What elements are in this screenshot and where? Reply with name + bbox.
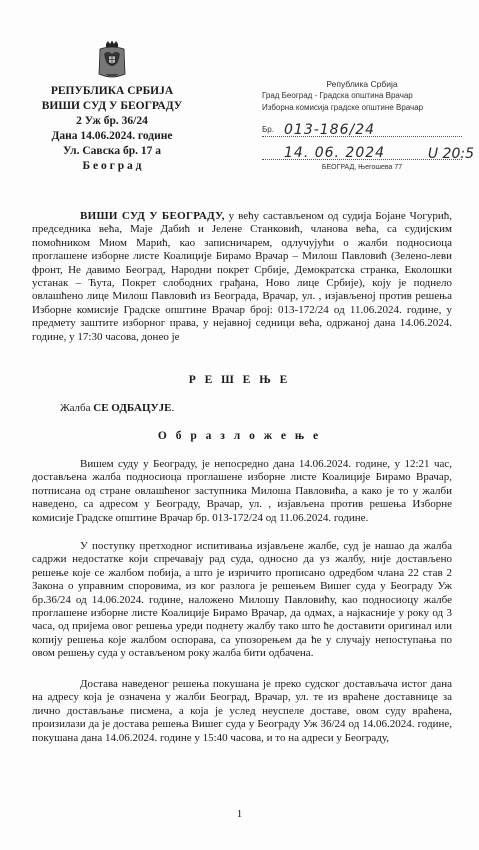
reasoning-paragraph-1: Вишем суду у Београду, је непосредно дана 14.06.2024. године, у 12:21 час, достављена жалба подносиоца проглашене изборне листе Коалиције Бирамо Врачар, потписана од стране овлашћеног заступника Милоша Павловића, а како је то у жалби наведено, са адресом у Београду, Врачар, ул. , изјављена против решења Изборне комисије Градске општине Врачар бр. 013-172/24 од 11.06.2024. године. [32, 458, 452, 524]
court-header [32, 40, 192, 174]
page-number: 1 [236, 808, 243, 820]
header-date: Дана 14.06.2024. године [51, 130, 173, 142]
intro-paragraph [32, 210, 452, 344]
header-court-name: ВИШИ СУД У БЕОГРАДУ [41, 100, 183, 112]
header-city: Б е о г р а д [82, 160, 142, 172]
rejection-line [60, 402, 174, 414]
header-case-number: 2 Уж бр. 36/24 [76, 115, 148, 127]
stamp-commission: Изборна комисија градске општине Врачар [262, 103, 424, 112]
stamp-municipality: Град Београд - Градска општина Врачар [262, 91, 413, 100]
header-country: РЕПУБЛИКА СРБИЈА [50, 85, 174, 97]
rejection-verdict: СЕ ОДБАЦУЈЕ [93, 402, 172, 414]
stamp-date-handwritten: 14. 06. 2024 [284, 145, 386, 161]
stamp-number-row [262, 116, 462, 137]
stamp-republic: Република Србија [326, 79, 398, 89]
receipt-stamp [262, 78, 474, 174]
reasoning-paragraph-2: У поступку претходног испитивања изјављене жалбе, суд је нашао да жалба садржи недостатке који спречавају рад суда, односно да уз жалбу, није достављено решење које се жалбом побија, а што је изричито прописано одредбом члана 22 став 2 Закона о управним споровима, из ког разлога је решењем Вишег суда у Београду Уж бр.36/24 од 14.06.2024. године, наложено Милошу Павловићу, као подносиоцу жалбе проглашене изборне листе Коалиције Бирамо Врачар, да одмах, а најкасније у року од 3 часа, од пријема овог решења уреди поднету жалбу тако што ће доставити оригинал или копију решења које жалбом оспорава, са упозорењем да ће у случају непоступања по овом решењу суда у остављеном року жалба бити одбачена. [32, 540, 452, 660]
stamp-address: БЕОГРАД, Његошева 77 [321, 164, 403, 171]
stamp-number-handwritten: 013-186/24 [284, 122, 376, 138]
stamp-time-handwritten: U 20:5 [427, 146, 474, 162]
reasoning-heading: О б р а з л о ж е њ е [157, 430, 322, 442]
rejection-prefix: Жалба [60, 402, 94, 414]
coat-of-arms-icon [96, 40, 128, 80]
intro-court-name: ВИШИ СУД У БЕОГРАДУ, [80, 210, 225, 222]
header-address: Ул. Савска бр. 17 а [63, 145, 161, 157]
intro-text: у већу састављеном од судија Бојане Чогурић, председника већа, Маје Дабић и Јелене Станковић, чланова већа, са судијским помоћником Миом Марић, као записничарем, одлучујући о жалби подносиоца проглашене изборне листе Коалиције Бирамо Врачар – Милош Павловић (Зелено-леви фронт, Не давимо Београд, Народни покрет Србије, Демократска странка, Еколошки устанак – Ћута, Покрет слободних грађана, Ново лице Србије), коју је поднело овлашћено лице Милош Павловић из Београда, Врачар, ул. , изјављеној против решења Изборне комисије Градске општине Врачар број: 013-172/24 од 11.06.2024. године, у предмету заштите изборног права, у нејавној седници већа, одржаној дана 14.06.2024. године, у 17:30 часова, донео је [32, 210, 452, 343]
reasoning-paragraph-3: Достава наведеног решења покушана је преко судског достављача истог дана на адресу која је означена у жалби Београд, Врачар, ул. те из враћене доставнице за лично достављање писмена, а која је услед неуспеле доставе, овом суду враћена, произилази да је достава решења Вишег суда у Београду Уж 36/24 од 14.06.2024. године, покушана дана 14.06.2024. године у 15:40 часова, и то на адреси у Београду, [32, 678, 452, 744]
rejection-suffix: . [171, 402, 175, 414]
stamp-number-label: Бр. [262, 125, 274, 134]
decision-heading: Р Е Ш Е Њ Е [188, 374, 291, 386]
